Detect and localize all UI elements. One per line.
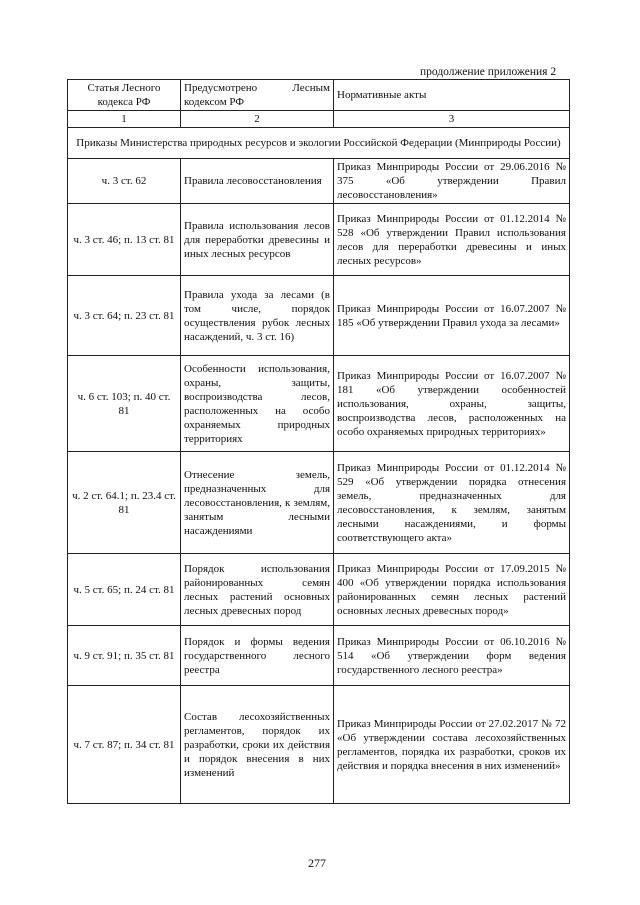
provision-cell: Порядок и формы ведения государственного лесного реестра bbox=[181, 626, 334, 686]
article-cell: ч. 7 ст. 87; п. 34 ст. 81 bbox=[68, 686, 181, 804]
act-cell: Приказ Минприроды России от 29.06.2016 № 375 «Об утверждении Правил лесовосстановления» bbox=[334, 159, 570, 204]
article-cell: ч. 9 ст. 91; п. 35 ст. 81 bbox=[68, 626, 181, 686]
provision-cell: Правила использования лесов для переработки древесины и иных лесных ресурсов bbox=[181, 204, 334, 276]
act-cell: Приказ Минприроды России от 01.12.2014 № 529 «Об утверждении порядка отнесения земель, предназначенных для лесовосстановления, к землям, занятым лесными насаждениями, и формы соответствующего акта» bbox=[334, 452, 570, 554]
provision-cell: Отнесение земель, предназначенных для лесовосстановления, к землям, занятым лесными насаждениями bbox=[181, 452, 334, 554]
provision-cell: Особенности использования, охраны, защиты, воспроизводства лесов, расположенных на особо охраняемых природных территориях bbox=[181, 356, 334, 452]
article-cell: ч. 3 ст. 46; п. 13 ст. 81 bbox=[68, 204, 181, 276]
act-cell: Приказ Минприроды России от 16.07.2007 № 181 «Об утверждении особенностей использования, охраны, защиты, воспроизводства лесов, расположенных на особо охраняемых природных территориях» bbox=[334, 356, 570, 452]
article-cell: ч. 3 ст. 62 bbox=[68, 159, 181, 204]
article-cell: ч. 2 ст. 64.1; п. 23.4 ст. 81 bbox=[68, 452, 181, 554]
column-number-row bbox=[68, 111, 570, 128]
column-number: 1 bbox=[68, 111, 181, 128]
table-row bbox=[68, 356, 570, 452]
table-row bbox=[68, 204, 570, 276]
continuation-note: продолжение приложения 2 bbox=[420, 66, 557, 78]
section-title: Приказы Министерства природных ресурсов и экологии Российской Федерации (Минприроды России) bbox=[68, 128, 570, 159]
article-cell: ч. 3 ст. 64; п. 23 ст. 81 bbox=[68, 276, 181, 356]
act-cell: Приказ Минприроды России от 06.10.2016 № 514 «Об утверждении форм ведения государственного лесного реестра» bbox=[334, 626, 570, 686]
table-row bbox=[68, 686, 570, 804]
act-cell: Приказ Минприроды России от 16.07.2007 № 185 «Об утверждении Правил ухода за лесами» bbox=[334, 276, 570, 356]
act-cell: Приказ Минприроды России от 01.12.2014 № 528 «Об утверждении Правил использования лесов для переработки древесины и иных лесных ресурсов» bbox=[334, 204, 570, 276]
provision-cell: Правила ухода за лесами (в том числе, порядок осуществления рубок лесных насаждений, ч. 3 ст. 16) bbox=[181, 276, 334, 356]
article-cell: ч. 5 ст. 65; п. 24 ст. 81 bbox=[68, 554, 181, 626]
table-row bbox=[68, 626, 570, 686]
article-cell: ч. 6 ст. 103; п. 40 ст. 81 bbox=[68, 356, 181, 452]
provision-cell: Правила лесовосстановления bbox=[181, 159, 334, 204]
table-row bbox=[68, 554, 570, 626]
table-row bbox=[68, 159, 570, 204]
provision-cell: Состав лесохозяйственных регламентов, порядок их разработки, сроки их действия и порядок внесения в них изменений bbox=[181, 686, 334, 804]
table-header-row bbox=[68, 80, 570, 111]
column-header-acts: Нормативные акты bbox=[334, 80, 570, 111]
column-number: 2 bbox=[181, 111, 334, 128]
column-header-article: Статья Лесного кодекса РФ bbox=[68, 80, 181, 111]
act-cell: Приказ Минприроды России от 27.02.2017 № 72 «Об утверждении состава лесохозяйственных регламентов, порядка их разработки, сроков их действия и порядка внесения в них изменений» bbox=[334, 686, 570, 804]
table-row bbox=[68, 276, 570, 356]
page-number: 277 bbox=[308, 856, 326, 870]
column-number: 3 bbox=[334, 111, 570, 128]
column-header-provision: Предусмотрено Лесным кодексом РФ bbox=[181, 80, 334, 111]
table-row bbox=[68, 452, 570, 554]
act-cell: Приказ Минприроды России от 17.09.2015 № 400 «Об утверждении порядка использования районированных семян лесных растений основных лесных древесных пород» bbox=[334, 554, 570, 626]
normative-acts-table bbox=[67, 79, 570, 804]
section-row bbox=[68, 128, 570, 159]
provision-cell: Порядок использования районированных семян лесных растений основных лесных древесных пород bbox=[181, 554, 334, 626]
